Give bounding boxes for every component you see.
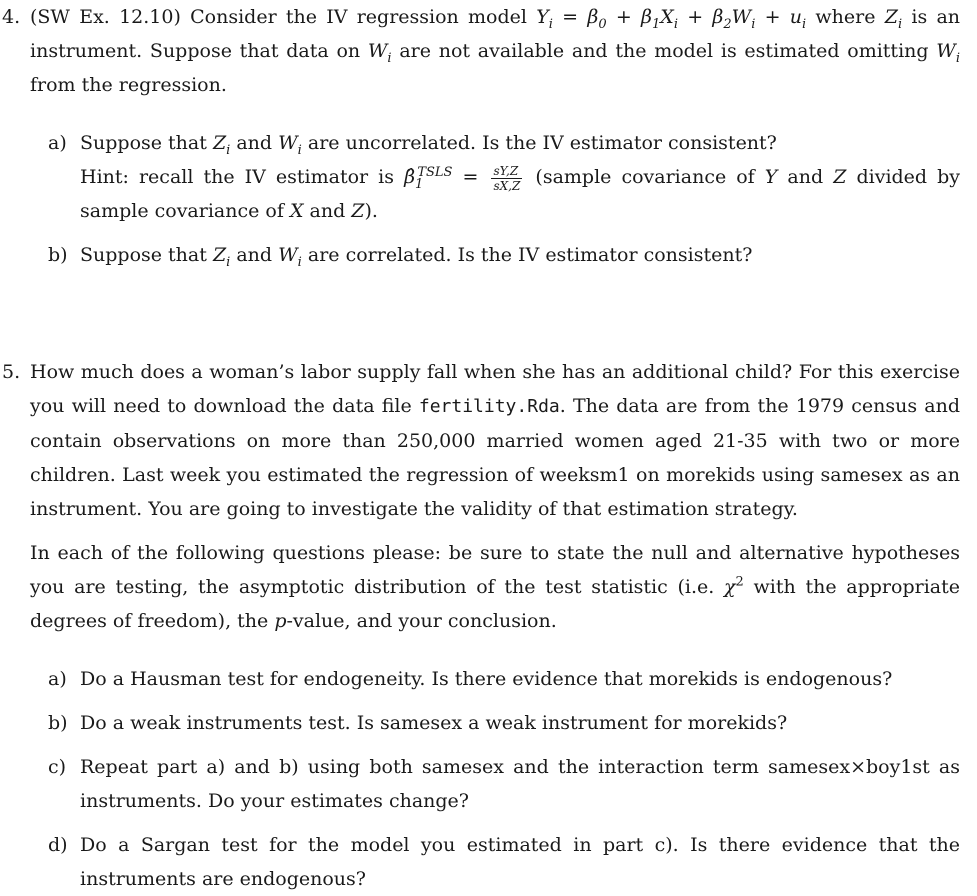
iv-estimator: $\betâ_1^{TSLS}$ [404, 164, 453, 192]
question-4-intro: (SW Ex. 12.10) Consider the IV regression model $Y_i = \beta_0 + \beta_1X_i + \beta_2W_i + u_i$ where $Z_i$ is an instrument. Suppose that data on $W_i$ are not available and the model is estimated omitting $W_i$ from the regression. [30, 6, 961, 96]
question-4-part-a: a) Suppose that $Z_i$ and $W_i$ are uncorrelated. Is the IV estimator consistent? [48, 132, 777, 158]
question-4-part-b: b) Suppose that $Z_i$ and $W_i$ are correlated. Is the IV estimator consistent? [48, 244, 753, 270]
question-5-number: 5. [2, 361, 21, 383]
question-5-paragraph-1: How much does a woman’s labor supply fall when she has an additional child? For this exercise you will need to download the data file fertility.Rda. The data are from the 1979 census and contain observations on more than 250,000 married women aged 21-35 with two or more children. Last week you estimated the regression of weeksm1 on morekids using samesex as an instrument. You are going to investigate the validity of that estimation strategy. [30, 361, 960, 520]
data-file-name: fertility.Rda [418, 396, 560, 417]
question-5-part-a: a) Do a Hausman test for endogeneity. Is there evidence that morekids is endogenous? [48, 668, 893, 690]
question-4 [0, 0, 960, 272]
question-5-part-c: c) Repeat part a) and b) using both samesex and the interaction term samesex×boy1st as instruments. Do your estimates change? [48, 756, 960, 812]
question-5-part-d: d) Do a Sargan test for the model you estimated in part c). Is there evidence that the instruments are endogenous? [48, 834, 960, 890]
model-equation: $Y_i = \beta_0 + \beta_1X_i + \beta_2W_i + u_i$ [536, 6, 807, 32]
question-4-hint: Hint: recall the IV estimator is $\betâ_1^{TSLS}$ = $\frac{sY,Z}{sX,Z}$ (sample covariance of Y and Z divided by sample covariance of X and Z). [80, 163, 961, 222]
covariance-fraction: $\frac{sY,Z}{sX,Z}$ [493, 163, 521, 193]
question-5-part-b: b) Do a weak instruments test. Is samesex a weak instrument for morekids? [48, 712, 788, 734]
question-5-paragraph-2: In each of the following questions please: be sure to state the null and alternative hypotheses you are testing, the asymptotic distribution of the test statistic (i.e. $\chi^2$ with the appropriate degrees of freedom), the p-value, and your conclusion. [30, 542, 960, 632]
question-4-number: 4. [2, 6, 21, 28]
question-5 [0, 355, 960, 896]
